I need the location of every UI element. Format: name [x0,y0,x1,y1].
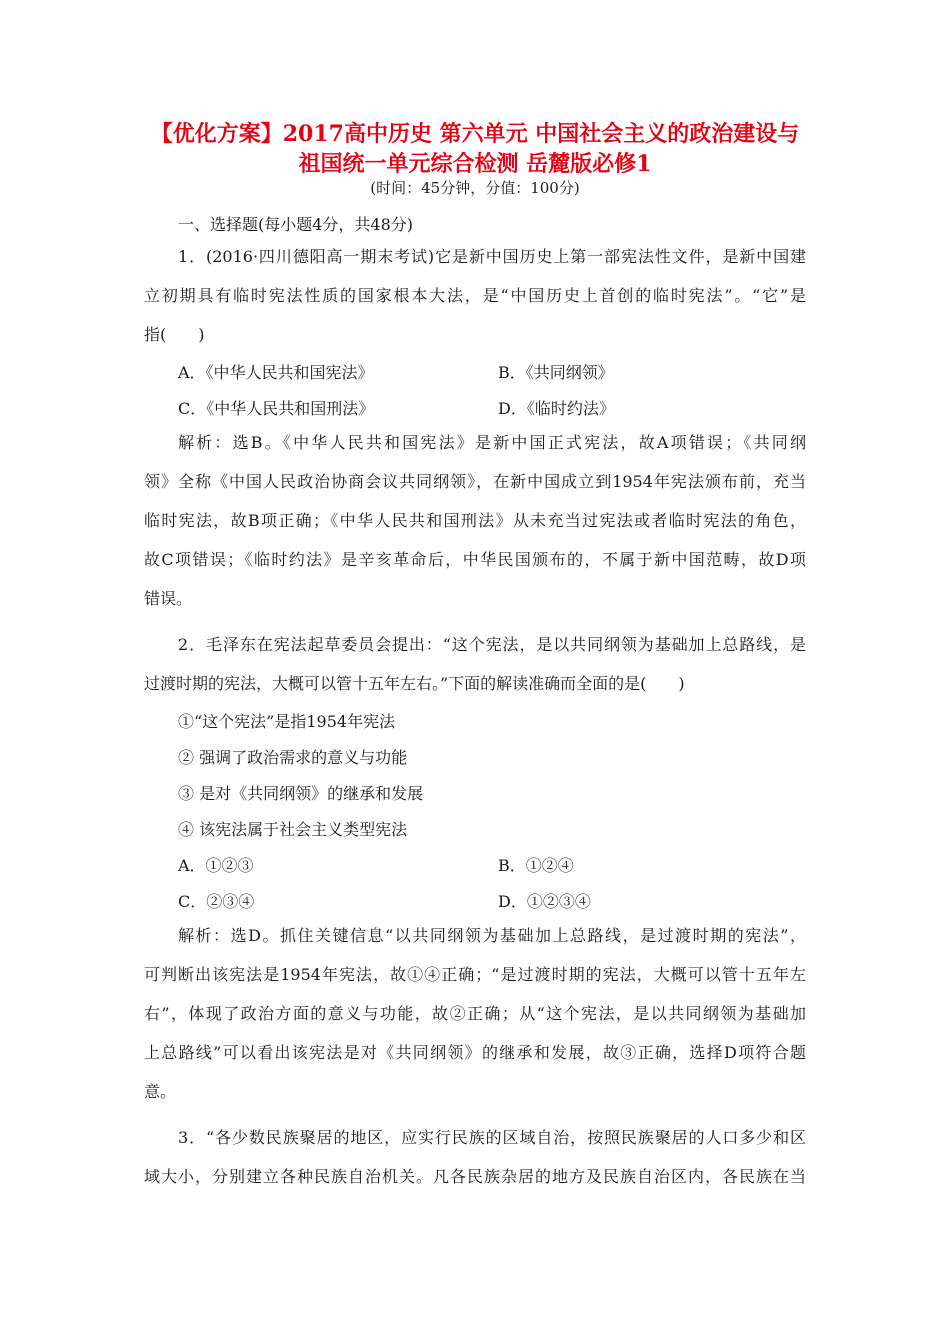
q2-option-b: B．①②④ [498,856,574,875]
q2-item-4: ④ 该宪法属于社会主义类型宪法 [178,820,408,839]
q2-analysis-line-4: 上总路线”可以看出该宪法是对《共同纲领》的继承和发展，故③正确，选择D项符合题 [144,1043,806,1062]
q1-analysis-line-5: 错误。 [144,589,193,608]
q1-stem-line-2: 立初期具有临时宪法性质的国家根本大法，是“中国历史上首创的临时宪法”。“它”是 [144,286,806,305]
q1-analysis-line-3: 临时宪法，故B项正确；《中华人民共和国刑法》从未充当过宪法或者临时宪法的角色， [144,511,806,530]
q2-item-3: ③ 是对《共同纲领》的继承和发展 [178,784,424,803]
q3-stem-line-1: 3．“各少数民族聚居的地区，应实行民族的区域自治，按照民族聚居的人口多少和区 [178,1128,806,1147]
q2-item-2: ② 强调了政治需求的意义与功能 [178,748,408,767]
q2-option-c: C．②③④ [178,892,255,911]
q1-stem-line-3: 指( ) [144,325,205,344]
q1-option-d: D．《临时约法》 [498,399,615,418]
q1-option-b: B．《共同纲领》 [498,363,614,382]
section-heading: 一、选择题(每小题4分，共48分) [178,215,414,234]
q2-option-a: A．①②③ [178,856,254,875]
q1-analysis-line-1: 解析：选B。《中华人民共和国宪法》是新中国正式宪法，故A项错误；《共同纲 [178,433,806,452]
q2-option-d: D．①②③④ [498,892,591,911]
q3-stem-line-2: 域大小，分别建立各种民族自治机关。凡各民族杂居的地方及民族自治区内，各民族在当 [144,1167,806,1186]
q2-analysis-line-5: 意。 [144,1082,177,1101]
q1-option-a: A．《中华人民共和国宪法》 [178,363,374,382]
q2-analysis-line-2: 可判断出该宪法是1954年宪法，故①④正确；“是过渡时期的宪法，大概可以管十五年左 [144,965,806,984]
time-score-info: (时间：45分钟，分值：100分) [370,179,580,197]
document-title-line-2: 祖国统一单元综合检测 岳麓版必修1 [298,151,652,177]
q1-analysis-line-2: 领》全称《中国人民政治协商会议共同纲领》，在新中国成立到1954年宪法颁布前，充当 [144,472,806,491]
q1-option-c: C．《中华人民共和国刑法》 [178,399,375,418]
q1-analysis-line-4: 故C项错误；《临时约法》是辛亥革命后，中华民国颁布的，不属于新中国范畴，故D项 [144,550,806,569]
document-title-line-1: 【优化方案】2017高中历史 第六单元 中国社会主义的政治建设与 [150,121,800,147]
q2-analysis-line-1: 解析：选D。抓住关键信息“以共同纲领为基础加上总路线，是过渡时期的宪法”， [178,926,806,945]
q1-stem-line-1: 1．(2016·四川德阳高一期末考试)它是新中国历史上第一部宪法性文件，是新中国建 [178,247,806,266]
q2-item-1: ①“这个宪法”是指1954年宪法 [178,712,396,731]
q2-analysis-line-3: 右”，体现了政治方面的意义与功能，故②正确；从“这个宪法，是以共同纲领为基础加 [144,1004,806,1023]
q2-stem-line-2: 过渡时期的宪法，大概可以管十五年左右。”下面的解读准确而全面的是( ) [144,674,685,693]
q2-stem-line-1: 2．毛泽东在宪法起草委员会提出：“这个宪法，是以共同纲领为基础加上总路线，是 [178,635,806,654]
